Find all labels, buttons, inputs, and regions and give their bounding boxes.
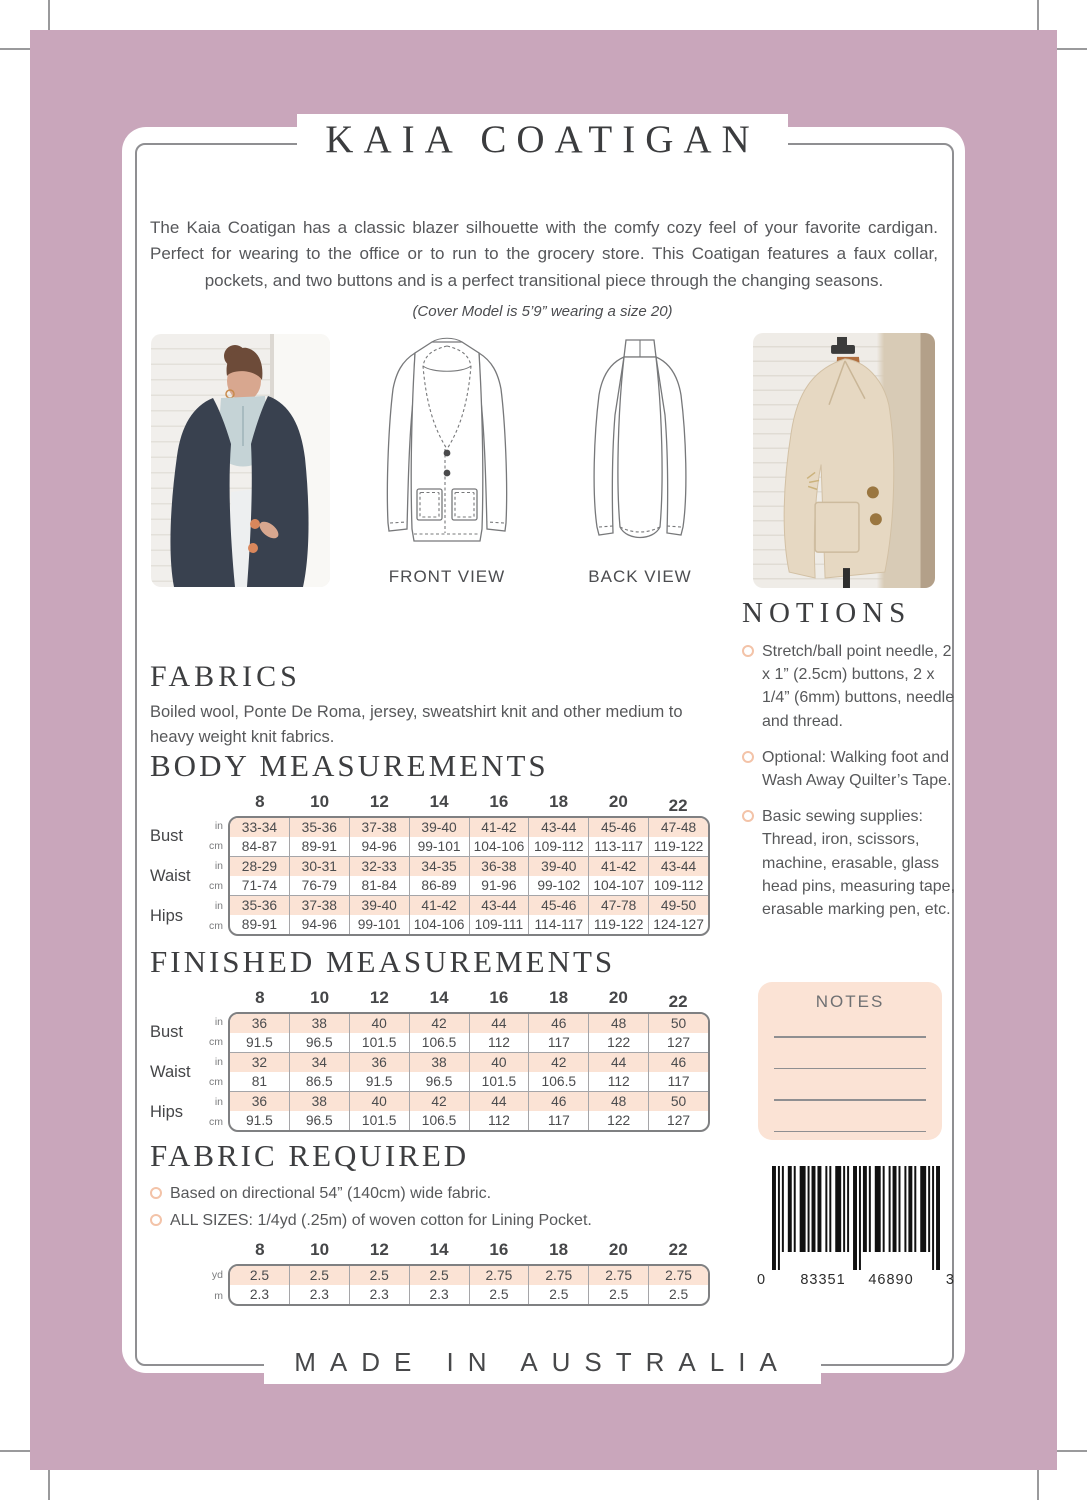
row-label: Waist in cm — [150, 1055, 223, 1088]
model-illustration — [151, 334, 330, 587]
table-row — [230, 1072, 708, 1091]
table-row — [230, 1092, 708, 1111]
notions-list — [742, 640, 957, 921]
row-label: Hips in cm — [150, 1095, 223, 1128]
table-cell: 42 — [409, 1014, 469, 1033]
size-label: 18 — [549, 988, 569, 1007]
table-cell: 99-101 — [349, 915, 409, 934]
size-label: 14 — [429, 1240, 449, 1260]
table-cell: 99-102 — [528, 876, 588, 895]
table-cell: 104-106 — [469, 837, 529, 856]
table-cell: 2.5 — [409, 1266, 469, 1285]
table-cell: 35-36 — [241, 898, 278, 913]
table-cell: 122 — [588, 1111, 648, 1130]
table-cell: 32 — [251, 1055, 268, 1070]
table-cell: 99-101 — [409, 837, 469, 856]
fabric-required-table — [150, 1240, 710, 1306]
table-cell: 2.75 — [648, 1266, 708, 1285]
table-cell: 101.5 — [349, 1033, 409, 1052]
table-cell: 89-91 — [241, 917, 278, 932]
table-cell: 2.5 — [249, 1268, 270, 1284]
page-title: KAIA COATIGAN — [135, 114, 950, 166]
table-cell: 2.5 — [588, 1285, 648, 1304]
table-cell: 34 — [289, 1053, 349, 1072]
table-cell: 41-42 — [409, 896, 469, 915]
table-cell: 109-112 — [528, 837, 588, 856]
size-label: 12 — [369, 792, 389, 811]
table-cell: 35-36 — [289, 818, 349, 837]
table-cell: 47-48 — [648, 818, 708, 837]
table-cell: 2.5 — [469, 1285, 529, 1304]
table-cell: 113-117 — [588, 837, 648, 856]
table-cell: 81 — [251, 1074, 268, 1089]
table-cell: 96.5 — [289, 1033, 349, 1052]
table-cell: 86.5 — [289, 1072, 349, 1091]
table-cell: 96.5 — [289, 1111, 349, 1130]
table-cell: 109-111 — [469, 915, 529, 934]
barcode-digit: 0 — [757, 1272, 766, 1288]
table-cell: 50 — [648, 1014, 708, 1033]
table-cell: 48 — [588, 1092, 648, 1111]
size-label: 10 — [310, 1240, 330, 1260]
fabrics-text: Boiled wool, Ponte De Roma, jersey, sweatshirt knit and other medium to heavy weight knit fabrics. — [150, 703, 683, 746]
table-cell: 96.5 — [409, 1072, 469, 1091]
size-label: 20 — [608, 1240, 628, 1260]
table-cell: 48 — [588, 1014, 648, 1033]
photo-garment-on-mannequin — [753, 333, 935, 588]
barcode-digit: 3 — [945, 1272, 954, 1288]
table-cell: 112 — [469, 1111, 529, 1130]
table-cell: 119-122 — [588, 915, 648, 934]
table-cell: 40 — [469, 1053, 529, 1072]
table-row — [230, 818, 708, 837]
table-cell: 36 — [251, 1094, 268, 1109]
row-label: Hips in cm — [150, 899, 223, 932]
table-cell: 2.75 — [588, 1266, 648, 1285]
table-cell: 43-44 — [469, 896, 529, 915]
size-label: 12 — [369, 988, 389, 1007]
table-cell: 37-38 — [289, 896, 349, 915]
table-cell: 89-91 — [289, 837, 349, 856]
table-cell: 41-42 — [469, 818, 529, 837]
table-cell: 2.5 — [289, 1266, 349, 1285]
table-cell: 94-96 — [289, 915, 349, 934]
table-cell: 38 — [409, 1053, 469, 1072]
barcode-digits: 83351 — [800, 1272, 846, 1288]
cover-photo-model — [151, 334, 330, 587]
bullet-icon — [742, 751, 754, 763]
upc-barcode — [757, 1166, 954, 1292]
table-cell: 46 — [528, 1014, 588, 1033]
table-cell: 101.5 — [349, 1111, 409, 1130]
table-cell: 106.5 — [528, 1072, 588, 1091]
list-item: Based on directional 54” (140cm) wide fabric. — [150, 1182, 750, 1205]
table-cell: 119-122 — [648, 837, 708, 856]
table-cell: 2.3 — [289, 1285, 349, 1304]
table-cell: 43-44 — [648, 857, 708, 876]
cover-model-note: (Cover Model is 5’9” wearing a size 20) — [412, 303, 673, 320]
table-row — [230, 857, 708, 876]
table-row — [230, 1285, 708, 1304]
note-line — [774, 1068, 926, 1070]
intro-paragraph: The Kaia Coatigan has a classic blazer silhouette with the comfy cozy feel of your favorite cardigan. Perfect for wearing to the office or to run to the grocery store. This Coatigan features a faux collar, pockets, and two buttons and is a perfect transitional piece through the changing seasons. — [150, 218, 938, 290]
table-cell: 2.3 — [249, 1287, 270, 1303]
notes-heading: NOTES — [815, 992, 885, 1011]
notions-section — [742, 597, 957, 934]
bullet-icon — [742, 645, 754, 657]
table-cell: 40 — [349, 1014, 409, 1033]
back-view-drawing — [565, 331, 715, 559]
size-label: 20 — [608, 792, 628, 811]
size-label: 10 — [310, 792, 330, 811]
table-grid — [228, 816, 710, 936]
table-cell: 109-112 — [648, 876, 708, 895]
table-cell: 91.5 — [246, 1035, 273, 1050]
row-label: Bust in cm — [150, 819, 223, 852]
table-row — [230, 1053, 708, 1072]
table-cell: 30-31 — [289, 857, 349, 876]
table-cell: 44 — [588, 1053, 648, 1072]
table-cell: 49-50 — [648, 896, 708, 915]
size-label: 8 — [255, 1240, 265, 1260]
table-cell: 127 — [648, 1111, 708, 1130]
table-cell: 101.5 — [469, 1072, 529, 1091]
fabrics-heading: FABRICS — [150, 660, 301, 693]
table-cell: 76-79 — [289, 876, 349, 895]
table-cell: 45-46 — [528, 896, 588, 915]
fabric-required-list — [150, 1182, 750, 1232]
finished-measurements-table — [150, 988, 710, 1132]
table-cell: 42 — [528, 1053, 588, 1072]
table-cell: 44 — [469, 1014, 529, 1033]
row-label: Bust in cm — [150, 1015, 223, 1048]
table-cell: 28-29 — [241, 859, 278, 874]
table-cell: 46 — [528, 1092, 588, 1111]
table-row — [230, 896, 708, 915]
table-cell: 71-74 — [241, 878, 278, 893]
size-header-row — [228, 1240, 710, 1264]
size-label: 14 — [429, 792, 449, 811]
table-cell: 46 — [648, 1053, 708, 1072]
back-view-label: BACK VIEW — [588, 567, 692, 586]
table-cell: 112 — [588, 1072, 648, 1091]
table-row — [230, 1033, 708, 1052]
table-row — [230, 1111, 708, 1130]
table-cell: 114-117 — [528, 915, 588, 934]
size-label: 16 — [489, 988, 509, 1007]
notes-lines — [774, 1036, 926, 1132]
table-cell: 124-127 — [648, 915, 708, 934]
table-cell: 39-40 — [409, 818, 469, 837]
table-cell: 2.5 — [349, 1266, 409, 1285]
note-line — [774, 1099, 926, 1101]
table-cell: 50 — [648, 1092, 708, 1111]
fabric-required-heading: FABRIC REQUIRED — [150, 1138, 470, 1173]
size-label: 18 — [549, 792, 569, 811]
size-label: 12 — [369, 1240, 389, 1260]
row-label: yd m — [211, 1268, 223, 1302]
table-cell: 2.3 — [349, 1285, 409, 1304]
table-cell: 106.5 — [409, 1033, 469, 1052]
table-cell: 106.5 — [409, 1111, 469, 1130]
table-cell: 112 — [469, 1033, 529, 1052]
table-grid — [228, 1012, 710, 1132]
finished-measurements-heading: FINISHED MEASUREMENTS — [150, 944, 616, 979]
front-view-drawing — [362, 331, 532, 559]
body-measurements-table — [150, 792, 710, 936]
size-header-row — [228, 988, 710, 1012]
size-label: 8 — [255, 988, 265, 1007]
body-measurements-heading: BODY MEASUREMENTS — [150, 748, 549, 783]
size-label: 10 — [310, 988, 330, 1007]
table-cell: 37-38 — [349, 818, 409, 837]
table-cell: 91.5 — [349, 1072, 409, 1091]
size-label: 18 — [549, 1240, 569, 1260]
size-label: 16 — [489, 792, 509, 811]
notes-box — [758, 982, 942, 1140]
table-cell: 104-106 — [409, 915, 469, 934]
table-cell: 38 — [289, 1014, 349, 1033]
size-label: 14 — [429, 988, 449, 1007]
notions-heading: NOTIONS — [742, 597, 912, 629]
table-cell: 47-78 — [588, 896, 648, 915]
size-label: 22 — [668, 1240, 688, 1260]
table-cell: 86-89 — [409, 876, 469, 895]
fabric-required-section — [150, 1138, 750, 1306]
size-label: 22 — [668, 796, 688, 815]
table-cell: 44 — [469, 1092, 529, 1111]
size-label: 8 — [255, 792, 265, 811]
table-row — [230, 1014, 708, 1033]
size-label: 20 — [608, 988, 628, 1007]
table-cell: 91.5 — [246, 1113, 273, 1128]
table-cell: 117 — [648, 1072, 708, 1091]
table-row — [230, 876, 708, 895]
list-item: Basic sewing supplies: Thread, iron, scissors, machine, erasable, glass head pins, measuring tape, erasable marking pen, etc. — [742, 805, 957, 921]
table-cell: 39-40 — [528, 857, 588, 876]
table-cell: 36 — [251, 1016, 268, 1031]
table-cell: 43-44 — [528, 818, 588, 837]
barcode-bars — [770, 1166, 942, 1270]
table-cell: 91-96 — [469, 876, 529, 895]
table-row — [230, 1266, 708, 1285]
table-cell: 36-38 — [469, 857, 529, 876]
list-item: Optional: Walking foot and Wash Away Quilter’s Tape. — [742, 746, 957, 792]
body-measurements-section — [150, 748, 710, 936]
table-grid — [228, 1264, 710, 1306]
table-cell: 2.75 — [469, 1266, 529, 1285]
table-cell: 122 — [588, 1033, 648, 1052]
table-cell: 104-107 — [588, 876, 648, 895]
table-cell: 94-96 — [349, 837, 409, 856]
fabrics-section — [150, 660, 725, 750]
table-cell: 127 — [648, 1033, 708, 1052]
table-cell: 84-87 — [241, 839, 278, 854]
table-cell: 2.3 — [409, 1285, 469, 1304]
list-item: ALL SIZES: 1/4yd (.25m) of woven cotton for Lining Pocket. — [150, 1209, 750, 1232]
table-cell: 2.75 — [528, 1266, 588, 1285]
table-cell: 34-35 — [409, 857, 469, 876]
table-row — [230, 915, 708, 934]
table-cell: 33-34 — [241, 820, 278, 835]
bullet-icon — [150, 1214, 162, 1226]
list-item: Stretch/ball point needle, 2 x 1” (2.5cm) buttons, 2 x 1/4” (6mm) buttons, needle and thread. — [742, 640, 957, 733]
finished-measurements-section — [150, 944, 710, 1132]
note-line — [774, 1131, 926, 1133]
table-cell: 42 — [409, 1092, 469, 1111]
table-cell: 40 — [349, 1092, 409, 1111]
row-label: Waist in cm — [150, 859, 223, 892]
table-cell: 117 — [528, 1033, 588, 1052]
front-view-block — [362, 331, 532, 587]
table-cell: 45-46 — [588, 818, 648, 837]
back-view-block — [556, 331, 724, 587]
size-label: 16 — [489, 1240, 509, 1260]
table-row — [230, 837, 708, 856]
bullet-icon — [742, 810, 754, 822]
table-cell: 117 — [528, 1111, 588, 1130]
table-cell: 32-33 — [349, 857, 409, 876]
garment-illustration — [753, 333, 935, 588]
table-cell: 39-40 — [349, 896, 409, 915]
barcode-digits: 46890 — [868, 1272, 914, 1288]
table-cell: 2.5 — [648, 1285, 708, 1304]
table-cell: 36 — [349, 1053, 409, 1072]
table-cell: 38 — [289, 1092, 349, 1111]
front-view-label: FRONT VIEW — [388, 567, 506, 586]
table-cell: 81-84 — [349, 876, 409, 895]
size-header-row — [228, 792, 710, 816]
table-cell: 41-42 — [588, 857, 648, 876]
bullet-icon — [150, 1187, 162, 1199]
made-in-australia: MADE IN AUSTRALIA — [135, 1340, 950, 1384]
size-label: 22 — [668, 992, 688, 1011]
note-line — [774, 1036, 926, 1038]
table-cell: 2.5 — [528, 1285, 588, 1304]
